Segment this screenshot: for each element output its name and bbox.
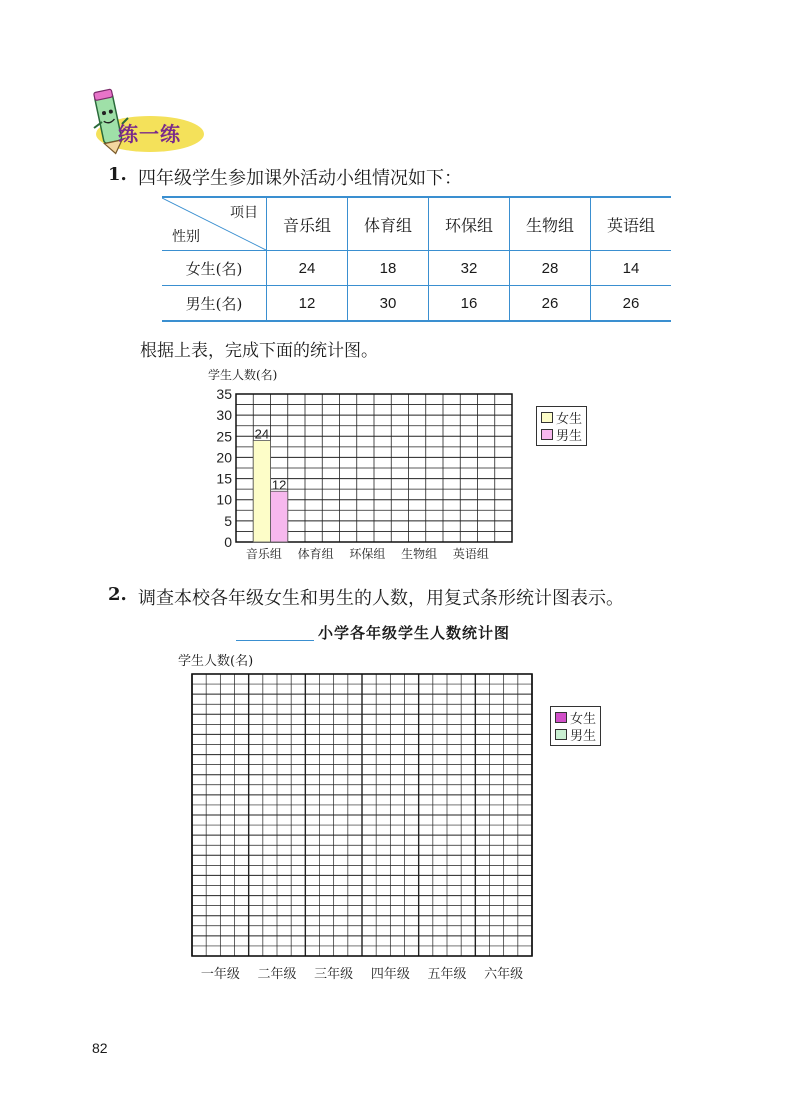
x-tick-label: 生物组 bbox=[401, 547, 438, 561]
data-label: 24 bbox=[254, 426, 270, 442]
y-tick-label: 30 bbox=[216, 407, 232, 424]
section-badge-label: 练一练 bbox=[118, 122, 181, 146]
chart-2-title: 小学各年级学生人数统计图 bbox=[318, 624, 511, 642]
x-tick-label: 三年级 bbox=[314, 967, 354, 982]
corner-top-label: 项目 bbox=[230, 205, 258, 221]
column-header: 环保组 bbox=[429, 197, 510, 251]
legend-swatch-male bbox=[541, 429, 553, 440]
question-1-instruction: 根据上表，完成下面的统计图。 bbox=[140, 341, 378, 361]
chart-1-ylabel: 学生人数(名) bbox=[208, 368, 278, 382]
page-number: 82 bbox=[92, 1040, 108, 1056]
corner-bottom-label: 性别 bbox=[172, 229, 200, 245]
table-corner bbox=[162, 197, 267, 251]
question-2-text: 调查本校各年级女生和男生的人数，用复式条形统计图表示。 bbox=[138, 588, 624, 609]
question-1-number: 1. bbox=[108, 164, 127, 185]
table-row bbox=[162, 251, 671, 286]
legend-label-female: 女生 bbox=[556, 412, 583, 427]
question-1-text: 四年级学生参加课外活动小组情况如下： bbox=[138, 168, 462, 189]
table-cell: 16 bbox=[429, 286, 510, 322]
table-row bbox=[162, 286, 671, 322]
legend-item-female bbox=[555, 709, 596, 726]
x-tick-label: 环保组 bbox=[349, 547, 386, 561]
y-tick-label: 20 bbox=[216, 449, 232, 466]
y-tick-label: 15 bbox=[216, 470, 232, 487]
column-header: 体育组 bbox=[348, 197, 429, 251]
row-label: 女生(名) bbox=[162, 251, 267, 286]
activity-table bbox=[162, 196, 671, 322]
legend-label-male: 男生 bbox=[556, 429, 583, 444]
chart-2-ylabel: 学生人数(名) bbox=[178, 654, 254, 669]
table-cell: 12 bbox=[267, 286, 348, 322]
table-header-row bbox=[162, 197, 671, 251]
legend-item-female bbox=[541, 409, 582, 426]
legend-swatch-female bbox=[555, 712, 567, 723]
x-tick-label: 六年级 bbox=[484, 967, 524, 982]
legend-swatch-female bbox=[541, 412, 553, 423]
table-cell: 26 bbox=[591, 286, 672, 322]
table-cell: 28 bbox=[510, 251, 591, 286]
table-cell: 14 bbox=[591, 251, 672, 286]
y-tick-label: 25 bbox=[216, 428, 232, 445]
table-cell: 24 bbox=[267, 251, 348, 286]
y-tick-label: 5 bbox=[224, 512, 232, 529]
chart-2-legend bbox=[550, 706, 601, 746]
chart-2-title-blank bbox=[236, 640, 314, 641]
y-tick-label: 0 bbox=[224, 534, 232, 550]
table-cell: 30 bbox=[348, 286, 429, 322]
x-tick-label: 英语组 bbox=[452, 547, 489, 561]
column-header: 生物组 bbox=[510, 197, 591, 251]
legend-item-male bbox=[555, 726, 596, 743]
column-header: 音乐组 bbox=[267, 197, 348, 251]
legend-label-female: 女生 bbox=[570, 712, 597, 727]
chart-1-legend bbox=[536, 406, 587, 446]
table-cell: 18 bbox=[348, 251, 429, 286]
x-tick-label: 五年级 bbox=[427, 967, 467, 982]
chart-2-plot bbox=[180, 670, 540, 986]
legend-item-male bbox=[541, 426, 582, 443]
bar bbox=[271, 491, 288, 542]
table-cell: 32 bbox=[429, 251, 510, 286]
x-tick-label: 音乐组 bbox=[245, 547, 282, 561]
chart-1-plot bbox=[200, 380, 530, 580]
legend-swatch-male bbox=[555, 729, 567, 740]
x-tick-label: 四年级 bbox=[370, 967, 410, 982]
y-tick-label: 10 bbox=[216, 491, 232, 508]
x-tick-label: 二年级 bbox=[257, 967, 297, 982]
data-label: 12 bbox=[271, 477, 287, 493]
y-tick-label: 35 bbox=[216, 386, 232, 402]
question-2-number: 2. bbox=[108, 584, 127, 605]
row-label: 男生(名) bbox=[185, 294, 243, 313]
column-header: 英语组 bbox=[591, 197, 672, 251]
legend-label-male: 男生 bbox=[570, 729, 597, 744]
x-tick-label: 体育组 bbox=[297, 547, 334, 561]
x-tick-label: 一年级 bbox=[200, 967, 240, 982]
table-cell: 26 bbox=[510, 286, 591, 322]
bar bbox=[253, 441, 270, 542]
